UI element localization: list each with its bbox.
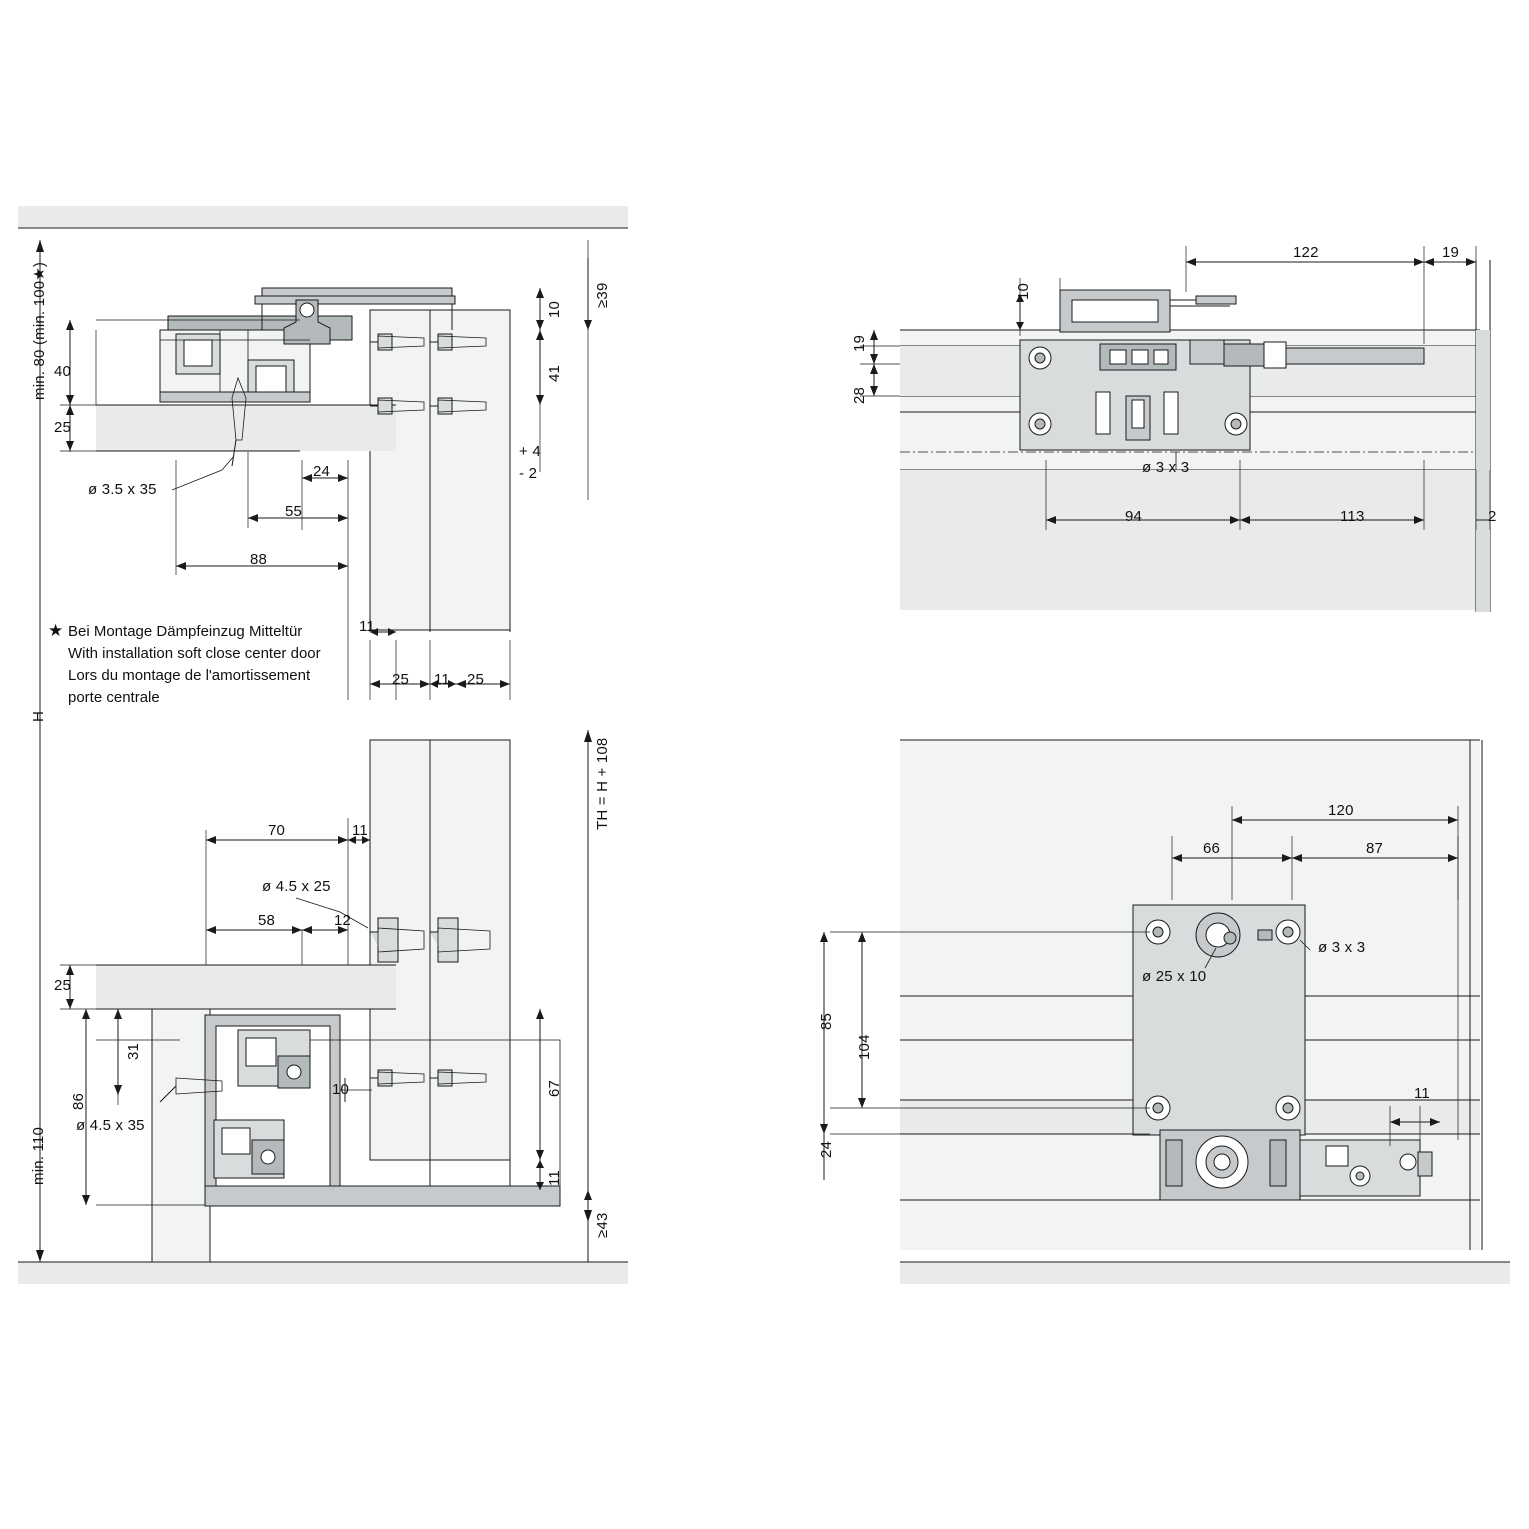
dim-85: 85: [818, 1012, 835, 1030]
dim-88: 88: [250, 551, 268, 568]
dim-25-a: 25: [392, 671, 410, 688]
dim-tol-minus: - 2: [519, 465, 538, 482]
dim-12: 12: [334, 912, 352, 929]
dim-67: 67: [546, 1079, 563, 1097]
dim-screw-35x35: ø 3.5 x 35: [88, 481, 157, 498]
dim-113: 113: [1340, 508, 1365, 525]
dim-104: 104: [856, 1034, 873, 1060]
dim-122: 122: [1293, 244, 1319, 261]
dim-25-b: 25: [467, 671, 485, 688]
dim-25-top: 25: [54, 419, 72, 436]
dim-11-a: 11: [359, 618, 375, 635]
dim-24: 24: [313, 463, 331, 480]
dim-41: 41: [546, 364, 563, 382]
dim-19-b: 19: [851, 334, 868, 352]
dim-11-b: 11: [434, 671, 450, 688]
dim-31: 31: [125, 1042, 142, 1060]
dim-66: 66: [1203, 840, 1221, 857]
dim-ge43: ≥43: [594, 1212, 611, 1238]
dim-70: 70: [268, 822, 286, 839]
dim-hole-25x10: ø 25 x 10: [1142, 968, 1207, 985]
dim-screw-45x35: ø 4.5 x 35: [76, 1117, 145, 1134]
dim-94: 94: [1125, 508, 1143, 525]
dim-2: 2: [1488, 508, 1497, 525]
dim-min110: min. 110: [30, 1126, 47, 1185]
dim-10-b: 10: [332, 1081, 350, 1098]
dim-86: 86: [70, 1092, 87, 1110]
dim-25-c: 25: [54, 977, 72, 994]
dim-58: 58: [258, 912, 276, 929]
dim-55: 55: [285, 503, 303, 520]
dim-H: H: [30, 710, 47, 722]
note-line-fr1: Lors du montage de l'amortissement: [68, 667, 311, 684]
note-line-en: With installation soft close center door: [68, 645, 321, 662]
dim-120: 120: [1328, 802, 1354, 819]
dim-28: 28: [851, 386, 868, 404]
note-line-de: Bei Montage Dämpfeinzug Mitteltür: [68, 623, 303, 640]
dim-min80: min. 80 (min. 100★): [31, 261, 48, 400]
note-line-fr2: porte centrale: [68, 689, 160, 706]
dim-10-c: 10: [1015, 282, 1032, 300]
note-star-icon: ★: [48, 621, 64, 640]
dim-hole-3x3-bottom: ø 3 x 3: [1318, 939, 1366, 956]
dim-11-d: 11: [546, 1170, 563, 1186]
dim-screw-45x25: ø 4.5 x 25: [262, 878, 331, 895]
dim-19-a: 19: [1442, 244, 1460, 261]
dim-10-top: 10: [546, 300, 563, 318]
dim-ge39: ≥39: [594, 282, 611, 308]
dim-40: 40: [54, 363, 72, 380]
dim-TH: TH = H + 108: [594, 737, 611, 830]
dim-87: 87: [1366, 840, 1384, 857]
dim-hole-3x3-top: ø 3 x 3: [1142, 459, 1190, 476]
dim-tol-plus: + 4: [519, 443, 541, 460]
dim-24: 24: [818, 1140, 835, 1158]
dim-11-c: 11: [352, 822, 368, 839]
dim-11-e: 11: [1414, 1085, 1430, 1102]
